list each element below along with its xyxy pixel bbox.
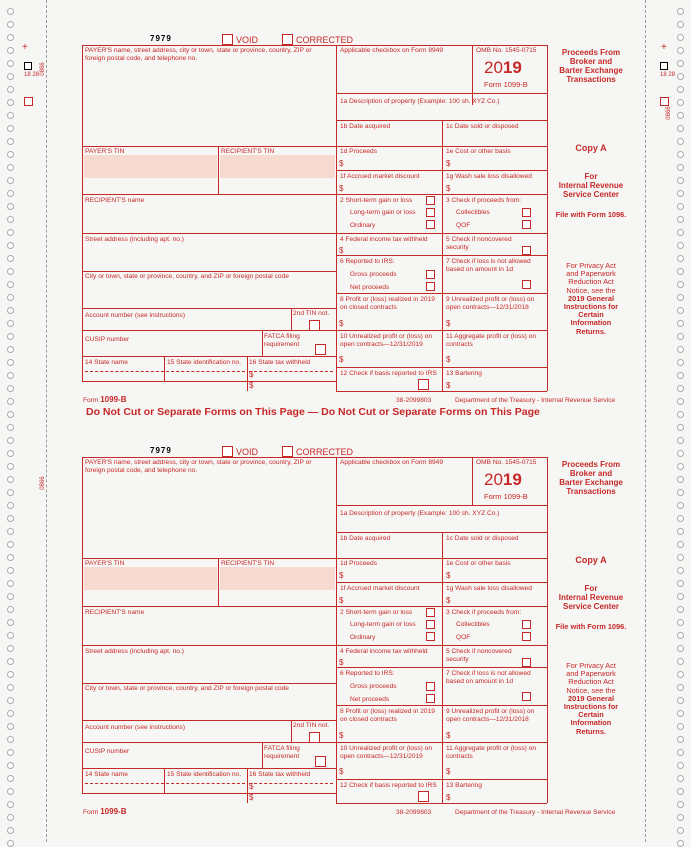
tractor-hole [7,8,14,15]
dollar-sign: $ [249,370,254,379]
applicable-checkbox-label: Applicable checkbox on Form 8949 [340,459,443,466]
right-strip-code-small: 18 28 [660,72,676,78]
tractor-hole [677,840,684,847]
dollar-sign: $ [339,184,344,193]
payer-name-label: PAYER'S name, street address, city or town, state or province, country, ZIP or foreign postal code, and telephone no. [85,459,312,474]
fatca-label: FATCA filing requirement [264,333,300,348]
grid-line [547,45,548,391]
dollar-sign: $ [339,767,344,776]
box-3-label: 3 Check if proceeds from: [446,609,522,616]
dollar-sign: $ [446,767,451,776]
form-copy-2 [0,446,691,826]
short-term-checkbox[interactable] [426,196,435,205]
box-1c-label: 1c Date sold or disposed [446,535,519,542]
street-address-label: Street address (including apt. no.) [85,236,184,243]
grid-line [336,532,547,533]
dollar-sign: $ [339,571,344,580]
city-label: City or town, state or province, country, and ZIP or foreign postal code [85,685,289,692]
grid-line [82,720,336,721]
box-6-net-label: Net proceeds [350,696,390,703]
privacy-line: Returns. [576,326,606,336]
account-number-label: Account number (see instructions) [85,724,186,731]
omb-label: OMB No. 1545-0715 [476,47,537,54]
box-1f-label: 1f Accrued market discount [340,585,420,592]
title-line: Transactions [566,75,616,84]
form-label: Form 1099-B [484,80,528,89]
box-2-ordinary-label: Ordinary [350,222,376,229]
grid-line [164,356,165,381]
title-line: Transactions [566,487,616,496]
privacy-line: Instructions for [563,702,619,712]
qof-checkbox[interactable] [522,220,531,229]
grid-line [247,768,248,803]
long-term-checkbox[interactable] [426,208,435,217]
second-tin-checkbox[interactable] [309,320,320,331]
dollar-sign: $ [446,159,451,168]
copy-irs-1: Internal Revenue [558,593,624,602]
control-number: 7979 [150,34,172,43]
grid-line [164,768,165,793]
collectibles-checkbox[interactable] [522,208,531,217]
corrected-checkbox[interactable] [282,34,293,45]
title-line: Proceeds From [561,48,621,57]
tax-year-prefix: 20 [484,58,503,77]
short-term-checkbox[interactable] [426,608,435,617]
tractor-hole [7,424,14,431]
street-address-label: Street address (including apt. no.) [85,648,184,655]
loss-not-allowed-checkbox[interactable] [522,280,531,289]
grid-line [336,367,547,368]
privacy-line: and Paperwork [566,669,616,679]
title-line: Broker and [569,57,613,66]
form-label: Form 1099-B [484,492,528,501]
box-9-label: 9 Unrealized profit or (loss) on open contracts—12/31/2018 [446,708,535,723]
grid-line [336,705,547,706]
collectibles-checkbox[interactable] [522,620,531,629]
payer-tin-label: PAYER'S TIN [85,560,125,567]
box-3-collectibles-label: Collectibles [456,209,490,216]
box-3-label: 3 Check if proceeds from: [446,197,522,204]
box-2-ordinary-label: Ordinary [350,634,376,641]
dollar-sign: $ [446,731,451,740]
copy-a-destination [549,172,633,199]
privacy-notice [549,262,633,336]
title-line: Barter Exchange [559,478,623,487]
dollar-sign: $ [339,658,344,667]
privacy-line: Certain [578,310,604,320]
grid-line [82,645,547,646]
grid-line [82,683,336,684]
payer-name-label: PAYER'S name, street address, city or town, state or province, country, ZIP or foreign postal code, and telephone no. [85,47,312,62]
grid-line [472,457,473,505]
grid-line [218,146,219,194]
grid-line [336,505,547,506]
state-divider [85,371,245,372]
privacy-line: Certain [578,710,604,720]
grid-line [247,356,248,391]
privacy-line: Notice, see the [566,685,616,695]
copy-irs-2: Service Center [562,602,620,611]
box-6-net-label: Net proceeds [350,284,390,291]
box-1c-label: 1c Date sold or disposed [446,123,519,130]
dollar-sign: $ [446,184,451,193]
tractor-hole [7,827,14,834]
applicable-checkbox-label: Applicable checkbox on Form 8949 [340,47,443,54]
fatca-checkbox[interactable] [315,756,326,767]
grid-line [82,356,336,357]
grid-line [547,457,548,803]
footer-form-name: 1099-B [100,807,127,816]
grid-line [472,45,473,105]
box-16-label: 16 State tax withheld [249,359,311,366]
dollar-sign: $ [339,319,344,328]
dollar-sign: $ [446,571,451,580]
box-1e-label: 1e Cost or other basis [446,148,511,155]
tractor-hole [677,8,684,15]
ordinary-checkbox[interactable] [426,220,435,229]
noncovered-checkbox[interactable] [522,658,531,667]
grid-line [336,803,547,804]
qof-checkbox[interactable] [522,632,531,641]
title-line: Barter Exchange [559,66,623,75]
left-strip-code-2: 9980 [37,476,44,490]
right-crosshair-icon: + [661,42,667,53]
recipient-tin-label: RECIPIENT'S TIN [221,148,275,155]
tractor-hole [677,437,684,444]
box-8-label: 8 Profit or (loss) realized in 2019 on closed contracts [340,296,435,311]
footer-form-prefix: Form [83,397,99,404]
omb-label: OMB No. 1545-0715 [476,459,537,466]
tractor-hole [7,840,14,847]
title-line: Proceeds From [561,460,621,469]
control-number: 7979 [150,446,172,455]
basis-reported-checkbox[interactable] [418,791,429,802]
privacy-line: For Privacy Act [566,661,616,670]
box-7-label: 7 Check if loss is not allowed based on amount in 1d [446,258,531,273]
box-1f-label: 1f Accrued market discount [340,173,420,180]
footer-code: 38-2099803 [396,809,432,816]
basis-reported-checkbox[interactable] [418,379,429,390]
dollar-sign: $ [339,246,344,255]
left-strip-code-small: 18 28 [24,72,40,78]
second-tin-checkbox[interactable] [309,732,320,743]
cusip-label: CUSIP number [85,336,130,343]
box-5-label: 5 Check if noncovered security [446,236,512,251]
box-10-label: 10 Unrealized profit or (loss) on open contracts—12/31/2019 [340,745,432,760]
box-15-label: 15 State identification no. [167,771,242,778]
grid-line [82,793,336,794]
box-9-label: 9 Unrealized profit or (loss) on open contracts—12/31/2018 [446,296,535,311]
copy-for: For [584,172,598,181]
cusip-label: CUSIP number [85,748,130,755]
box-4-label: 4 Federal income tax withheld [340,648,428,655]
state-divider [249,783,333,784]
fatca-checkbox[interactable] [315,344,326,355]
tractor-hole [677,827,684,834]
tax-year [484,59,522,77]
box-10-label: 10 Unrealized profit or (loss) on open contracts—12/31/2019 [340,333,432,348]
dollar-sign: $ [339,596,344,605]
payer-tin-field[interactable] [84,155,217,178]
footer-form-name: 1099-B [100,395,127,404]
recipient-tin-field[interactable] [220,155,335,178]
grid-line [82,606,547,607]
footer-department: Department of the Treasury - Internal Revenue Service [455,809,616,816]
tax-year-prefix: 20 [484,470,503,489]
box-1d-label: 1d Proceeds [340,560,378,567]
box-1b-label: 1b Date acquired [340,535,391,542]
recipient-name-label: RECIPIENT'S name [85,197,145,204]
grid-line [336,45,337,391]
box-5-label: 5 Check if noncovered security [446,648,512,663]
grid-line [82,308,336,309]
footer-department: Department of the Treasury - Internal Revenue Service [455,397,616,404]
box-11-label: 11 Aggregate profit or (loss) on contracts [446,333,537,348]
second-tin-label: 2nd TIN not. [293,722,330,729]
box-1a-label: 1a Description of property (Example: 100 sh. XYZ Co.) [340,98,500,105]
state-divider [85,783,245,784]
recipient-tin-field[interactable] [220,567,335,590]
payer-tin-field[interactable] [84,567,217,590]
footer-form-prefix: Form [83,809,99,816]
tractor-hole [677,21,684,28]
copy-a-destination [549,584,633,611]
grid-line [336,667,547,668]
privacy-line: 2019 General [567,293,615,303]
box-6-label: 6 Reported to IRS: [340,258,395,265]
grid-line [336,120,547,121]
box-14-label: 14 State name [85,359,128,366]
dollar-sign: $ [446,319,451,328]
file-with-label: File with Form 1096. [555,622,627,631]
grid-line [82,233,547,234]
grid-line [336,457,337,803]
file-with-label: File with Form 1096. [555,210,627,219]
title-line: Broker and [569,469,613,478]
void-label: VOID [236,35,259,45]
privacy-line: Reduction Act [568,677,614,687]
box-1e-label: 1e Cost or other basis [446,560,511,567]
void-label: VOID [236,447,259,457]
box-1g-label: 1g Wash sale loss disallowed [446,585,532,592]
grid-line [291,308,292,330]
box-12-label: 12 Check if basis reported to IRS [340,782,437,789]
dollar-sign: $ [446,381,451,390]
tax-year-suffix: 19 [502,470,522,489]
dollar-sign: $ [446,793,451,802]
grid-line [82,381,336,382]
ordinary-checkbox[interactable] [426,632,435,641]
box-15-label: 15 State identification no. [167,359,242,366]
city-label: City or town, state or province, country, and ZIP or foreign postal code [85,273,289,280]
footer-form [83,396,126,405]
box-6-gross-label: Gross proceeds [350,271,397,278]
grid-line [262,742,263,768]
noncovered-checkbox[interactable] [522,246,531,255]
copy-for: For [584,584,598,593]
dollar-sign: $ [249,381,254,390]
grid-line [82,146,547,147]
box-12-label: 12 Check if basis reported to IRS [340,370,437,377]
left-strip-code: 9980 [37,62,44,76]
privacy-notice [549,662,633,736]
box-7-label: 7 Check if loss is not allowed based on amount in 1d [446,670,531,685]
box-13-label: 13 Bartering [446,782,482,789]
footer-code: 38-2099803 [396,397,432,404]
box-1g-label: 1g Wash sale loss disallowed [446,173,532,180]
state-divider [249,371,333,372]
dollar-sign: $ [249,793,254,802]
grid-line [82,194,547,195]
grid-line [336,293,547,294]
grid-line [262,330,263,356]
box-11-label: 11 Aggregate profit or (loss) on contracts [446,745,537,760]
grid-line [336,170,547,171]
box-2-label: 2 Short-term gain or loss [340,609,413,616]
recipient-name-label: RECIPIENT'S name [85,609,145,616]
tractor-hole [7,21,14,28]
box-3-collectibles-label: Collectibles [456,621,490,628]
box-2-label: 2 Short-term gain or loss [340,197,413,204]
privacy-line: Information [570,318,612,328]
grid-line [82,271,336,272]
form-copy-1 [0,34,691,418]
privacy-line: Notice, see the [566,285,616,295]
account-number-label: Account number (see instructions) [85,312,186,319]
gross-proceeds-checkbox[interactable] [426,682,435,691]
privacy-line: 2019 General [567,693,615,703]
grid-line [336,391,547,392]
box-3-qof-label: QOF [456,634,471,641]
footer-form [83,808,126,817]
grid-line [336,93,547,94]
privacy-line: Information [570,718,612,728]
corrected-label: CORRECTED [296,447,354,457]
box-3-qof-label: QOF [456,222,471,229]
box-2-long-label: Long-term gain or loss [350,209,416,216]
box-4-label: 4 Federal income tax withheld [340,236,428,243]
left-crosshair-icon: + [22,42,28,53]
loss-not-allowed-checkbox[interactable] [522,692,531,701]
dollar-sign: $ [446,596,451,605]
net-proceeds-checkbox[interactable] [426,694,435,703]
privacy-line: Reduction Act [568,277,614,287]
dollar-sign: $ [249,782,254,791]
tractor-hole [677,424,684,431]
grid-line [291,720,292,742]
dollar-sign: $ [339,355,344,364]
copy-a-label: Copy A [575,555,607,565]
copy-a-label: Copy A [575,143,607,153]
form-title [549,48,633,84]
dollar-sign: $ [339,731,344,740]
box-16-label: 16 State tax withheld [249,771,311,778]
copy-irs-1: Internal Revenue [558,181,624,190]
grid-line [82,457,548,458]
grid-line [82,558,547,559]
form-title [549,460,633,496]
dollar-sign: $ [446,355,451,364]
net-proceeds-checkbox[interactable] [426,282,435,291]
tractor-hole [7,437,14,444]
box-8-label: 8 Profit or (loss) realized in 2019 on closed contracts [340,708,435,723]
privacy-line: Instructions for [563,302,619,312]
box-14-label: 14 State name [85,771,128,778]
payer-tin-label: PAYER'S TIN [85,148,125,155]
privacy-line: and Paperwork [566,269,616,279]
void-checkbox[interactable] [222,34,233,45]
gross-proceeds-checkbox[interactable] [426,270,435,279]
box-2-long-label: Long-term gain or loss [350,621,416,628]
box-6-label: 6 Reported to IRS: [340,670,395,677]
box-13-label: 13 Bartering [446,370,482,377]
grid-line [336,255,547,256]
long-term-checkbox[interactable] [426,620,435,629]
dollar-sign: $ [339,159,344,168]
corrected-checkbox[interactable] [282,446,293,457]
box-1b-label: 1b Date acquired [340,123,391,130]
copy-irs-2: Service Center [562,190,620,199]
box-1a-label: 1a Description of property (Example: 100 sh. XYZ Co.) [340,510,500,517]
tax-year-suffix: 19 [502,58,522,77]
right-strip-code: 9980 [663,106,670,120]
grid-line [336,779,547,780]
grid-line [82,768,336,769]
corrected-label: CORRECTED [296,35,354,45]
fatca-label: FATCA filing requirement [264,745,300,760]
recipient-tin-label: RECIPIENT'S TIN [221,560,275,567]
privacy-line: For Privacy Act [566,261,616,270]
privacy-line: Returns. [576,726,606,736]
grid-line [336,582,547,583]
do-not-cut-notice: Do Not Cut or Separate Forms on This Page — Do Not Cut or Separate Forms on This Page [86,406,540,418]
box-6-gross-label: Gross proceeds [350,683,397,690]
box-1d-label: 1d Proceeds [340,148,378,155]
void-checkbox[interactable] [222,446,233,457]
tax-year [484,471,522,489]
grid-line [82,45,548,46]
second-tin-label: 2nd TIN not. [293,310,330,317]
grid-line [218,558,219,606]
